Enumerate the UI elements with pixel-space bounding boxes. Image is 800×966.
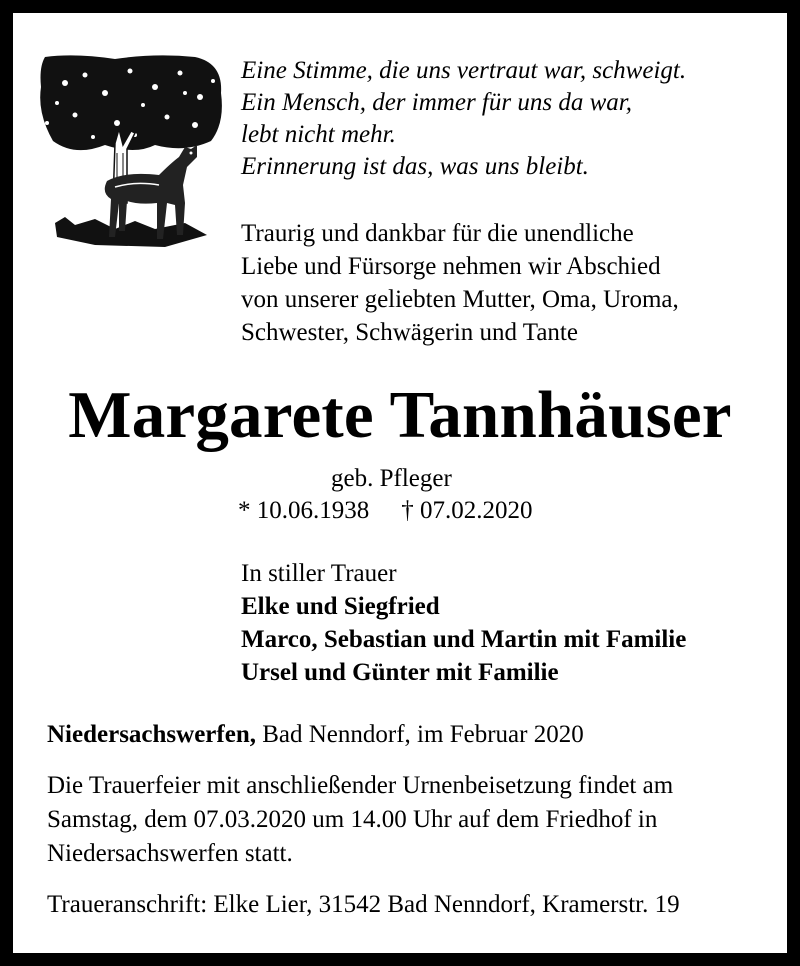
poem-line: Ein Mensch, der immer für uns da war, xyxy=(241,89,632,116)
obituary-card xyxy=(13,13,787,953)
mourner-names: Ursel und Günter mit Familie xyxy=(241,659,559,686)
deceased-name: Margarete Tannhäuser xyxy=(68,378,732,452)
born-name: geb. Pfleger xyxy=(331,465,452,492)
poem xyxy=(241,55,686,183)
poem-line: lebt nicht mehr. xyxy=(241,121,396,148)
life-dates xyxy=(238,497,533,525)
death-date: † 07.02.2020 xyxy=(401,497,533,524)
mourner-names: Elke und Siegfried xyxy=(241,593,440,620)
place-date xyxy=(47,721,584,749)
ceremony-line: Die Trauerfeier mit anschließender Urnenbeisetzung findet am xyxy=(47,772,674,799)
mourners xyxy=(241,557,686,689)
place-name: Niedersachswerfen, xyxy=(47,721,256,748)
ceremony-info xyxy=(47,769,767,871)
intro-line: Traurig und dankbar für die unendliche xyxy=(241,220,634,247)
mourning-address: Traueranschrift: Elke Lier, 31542 Bad Nenndorf, Kramerstr. 19 xyxy=(47,891,680,918)
place-date-rest: Bad Nenndorf, im Februar 2020 xyxy=(255,721,584,748)
intro-text xyxy=(241,217,679,349)
mourner-names: Marco, Sebastian und Martin mit Familie xyxy=(241,626,687,653)
mourners-intro: In stiller Trauer xyxy=(241,560,397,587)
ceremony-line: Samstag, dem 07.03.2020 um 14.00 Uhr auf dem Friedhof in xyxy=(47,806,658,833)
poem-line: Erinnerung ist das, was uns bleibt. xyxy=(241,153,589,180)
tree-and-deer-icon xyxy=(35,53,225,251)
poem-line: Eine Stimme, die uns vertraut war, schweigt. xyxy=(241,57,687,84)
ceremony-line: Niedersachswerfen statt. xyxy=(47,840,293,867)
intro-line: von unserer geliebten Mutter, Oma, Uroma, xyxy=(241,286,679,313)
intro-line: Liebe und Fürsorge nehmen wir Abschied xyxy=(241,253,661,280)
birth-date: * 10.06.1938 xyxy=(238,497,370,524)
intro-line: Schwester, Schwägerin und Tante xyxy=(241,319,578,346)
